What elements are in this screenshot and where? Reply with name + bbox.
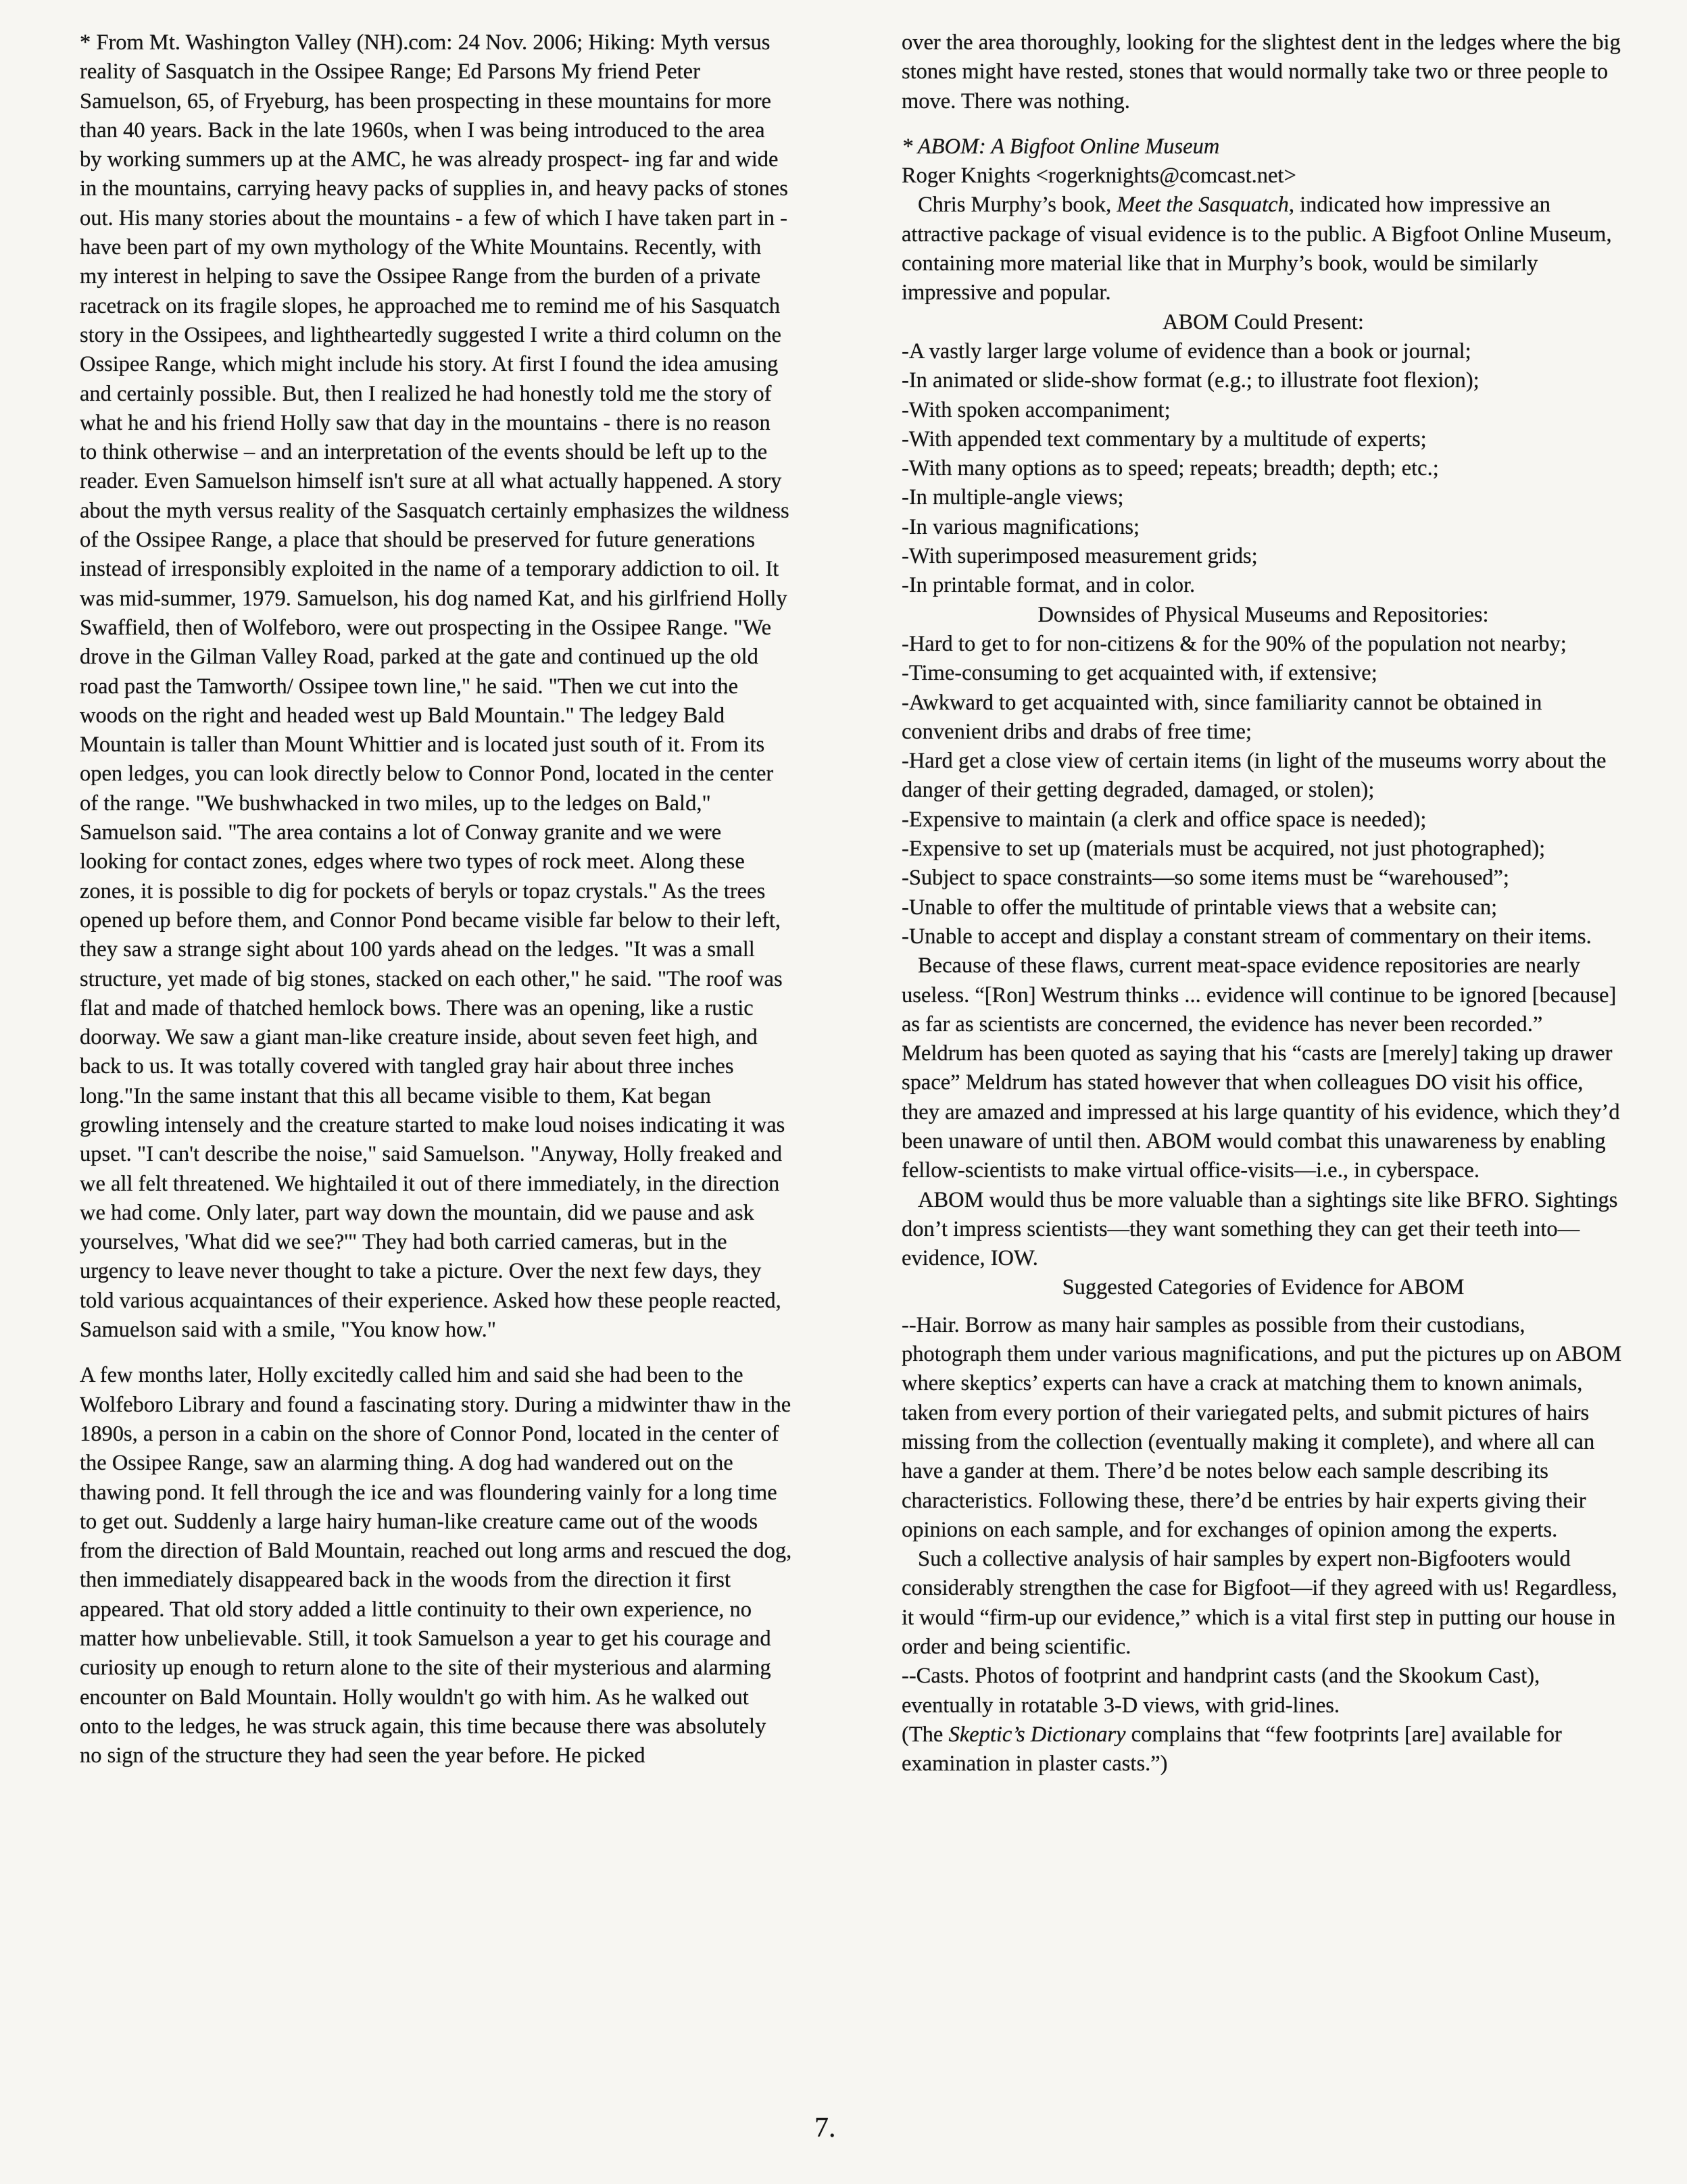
list-item: -In animated or slide-show format (e.g.; to illustrate foot flexion); xyxy=(902,368,1480,393)
parsons-article: * From Mt. Washington Valley (NH).com: 24 Nov. 2006; Hiking: Myth versus reality of Sasquatch in the Ossipee Range; Ed Parsons My friend Peter Samuelson, 65, of Fryeburg, has been prospecting in these mountains for more than 40 years. Back in the late 1960s, when I was being introduced to the area by working summers up at the AMC, he was already prospect- ing far and wide in the mountains, carrying heavy packs of supplies in, and heavy packs of stones out. His many stories about the mountains - a few of which I have taken part in -have been part of my own mythology of the White Mountains. Recently, with my interest in helping to save the Ossipee Range from the burden of a private racetrack on its fragile slopes, he approached me to remind me of his Sasquatch story in the Ossipees, and lightheartedly suggested I write a third column on the Ossipee Range, which might include his story. At first I found the idea amusing and certainly possible. But, then I realized he had honestly told me the story of what he and his friend Holly saw that day in the mountains - there is no reason to think otherwise – and an interpretation of the events should be left up to the reader. Even Samuelson himself isn't sure at all what actually happened. A story about the myth versus reality of the Sasquatch certainly emphasizes the wildness of the Ossipee Range, a place that should be preserved for future generations instead of irresponsibly exploited in the name of a temporary addiction to oil. It was mid-summer, 1979. Samuelson, his dog named Kat, and his girlfriend Holly Swaffield, then of Wolfeboro, were out prospecting in the Ossipee Range. "We drove in the Gilman Valley Road, parked at the gate and continued up the old road past the Tamworth/ Ossipee town line," he said. "Then we cut into the woods on the right and headed west up Bald Mountain." The ledgey Bald Mountain is taller than Mount Whittier and is located just south of it. From its open ledges, you can look directly below to Connor Pond, located in the center of the range. "We bushwhacked in two miles, up to the ledges on Bald," Samuelson said. "The area contains a lot of Conway granite and we were looking for contact zones, edges where two types of rock meet. Along these zones, it is possible to dig for pockets of beryls or topaz crystals." As the trees opened up before them, and Connor Pond became visible far below to their left, they saw a strange sight about 100 yards ahead on the ledges. "It was a small structure, yet made of big stones, stacked on each other," he said. "The roof was flat and made of thatched hemlock bows. There was an opening, like a rustic doorway. We saw a giant man-like creature inside, about seven feet high, and back to us. It was totally covered with tangled gray hair about three inches long."In the same instant that this all became visible to them, Kat began growling intensely and the creature started to make loud noises indicating it was upset. "I can't describe the noise," said Samuelson. "Anyway, Holly freaked and we all felt threatened. We hightailed it out of there immediately, in the direction we had come. Only later, part way down the mountain, did we pause and ask yourselves, 'What did we see?'" They had both carried cameras, but in the urgency to leave never thought to take a picture. Over the next few days, they told various acquaintances of their experience. Asked how these people reacted, Samuelson said with a smile, "You know how." xyxy=(80,30,789,1343)
casts-quote-before: (The xyxy=(902,1722,949,1747)
collective-paragraph: Such a collective analysis of hair samples by expert non-Bigfooters would considerably strengthen the case for Bigfoot—if they agreed with us! Regardless, it would “firm-up our evidence,” which is a vital first step in putting our house in order and being scientific. xyxy=(902,1547,1617,1660)
skeptics-dictionary-title: Skeptic’s Dictionary xyxy=(948,1722,1126,1747)
list-item: -In printable format, and in color. xyxy=(902,573,1196,598)
list-item: -With spoken accompaniment; xyxy=(902,397,1171,422)
list-item: -With appended text commentary by a multitude of experts; xyxy=(902,426,1427,451)
hair-paragraph: --Hair. Borrow as many hair samples as possible from their custodians, photograph them under various magnifications, and put the pictures up on ABOM where skeptics’ experts can have a crack at matching them to known animals, taken from every portion of their variegated pelts, and submit pictures of hairs missing from the collection (eventually making it complete), and where all can have a gander at them. There’d be notes below each sample describing its characteristics. Following these, there’d be entries by hair experts giving their opinions on each sample, and for exchanges of opinion among the experts. xyxy=(902,1312,1622,1542)
list-item: -Awkward to get acquainted with, since familiarity cannot be obtained in convenient dribs and drabs of free time; xyxy=(902,690,1542,744)
continuation-paragraph: over the area thoroughly, looking for the slightest dent in the ledges where the big stones might have rested, stones that would normally take two or three people to move. There was nothing. xyxy=(902,30,1621,114)
list-item: -Unable to accept and display a constant stream of commentary on their items. xyxy=(902,924,1592,949)
list-item: -In multiple-angle views; xyxy=(902,485,1124,510)
list-item: -Unable to offer the multitude of printable views that a website can; xyxy=(902,895,1498,920)
flaws-paragraph: Because of these flaws, current meat-space evidence repositories are nearly useless. “[Ron] Westrum thinks ... evidence will continue to be ignored [because] as far as scientists are concerned, the evidence has never been recorded.” Meldrum has been quoted as saying that his “casts are [merely] taking up drawer space” Meldrum has stated however that when colleagues DO visit his office, they are amazed and impressed at his large quantity of his evidence, which they’d been unaware of until then. ABOM would combat this unawareness by enabling fellow-scientists to make virtual office-visits—i.e., in cyberspace. xyxy=(902,953,1620,1183)
list-item: -A vastly larger large volume of evidence than a book or journal; xyxy=(902,339,1471,364)
list-item: -Time-consuming to get acquainted with, if extensive; xyxy=(902,661,1377,686)
list-item: -Expensive to maintain (a clerk and office space is needed); xyxy=(902,807,1427,832)
right-column xyxy=(902,28,1625,1779)
left-column xyxy=(80,28,792,1771)
list-item: -In various magnifications; xyxy=(902,514,1140,539)
casts-quote-after: complains that “few footprints [are] available for examination in plaster casts.”) xyxy=(902,1722,1562,1777)
list-item: -With superimposed measurement grids; xyxy=(902,544,1258,569)
author-line: Roger Knights <rogerknights@comcast.net> xyxy=(902,164,1296,189)
abom-title: * ABOM: A Bigfoot Online Museum xyxy=(902,134,1220,159)
intro-paragraph xyxy=(902,191,1625,307)
could-present-heading: ABOM Could Present: xyxy=(1163,309,1364,334)
downsides-list xyxy=(902,630,1625,951)
intro-before: Chris Murphy’s book, xyxy=(918,193,1117,218)
casts-paragraph: --Casts. Photos of footprint and handprint casts (and the Skookum Cast), eventually in rotatable 3-D views, with grid-lines. xyxy=(902,1664,1540,1718)
categories-heading: Suggested Categories of Evidence for ABOM xyxy=(1062,1275,1465,1300)
list-item: -Hard to get to for non-citizens & for the 90% of the population not nearby; xyxy=(902,631,1567,656)
list-item: -With many options as to speed; repeats; breadth; depth; etc.; xyxy=(902,456,1439,481)
downsides-heading: Downsides of Physical Museums and Repositories: xyxy=(1037,602,1489,627)
book-title: Meet the Sasquatch xyxy=(1117,193,1289,218)
intro-after: , indicated how impressive an attractive package of visual evidence is to the public. A Bigfoot Online Museum, containing more material like that in Murphy’s book, would be similarly impressive and popular. xyxy=(902,193,1612,305)
valuable-paragraph: ABOM would thus be more valuable than a sightings site like BFRO. Sightings don’t impress scientists—they want something they can get their teeth into—evidence, IOW. xyxy=(902,1187,1618,1271)
list-item: -Subject to space constraints—so some items must be “warehoused”; xyxy=(902,866,1509,891)
list-item: -Hard get a close view of certain items (in light of the museums worry about the danger of their getting degraded, damaged, or stolen); xyxy=(902,749,1607,803)
could-present-list xyxy=(902,337,1625,601)
page-number: 7. xyxy=(814,2112,836,2143)
casts-quote xyxy=(902,1720,1625,1779)
list-item: -Expensive to set up (materials must be acquired, not just photographed); xyxy=(902,837,1546,862)
holly-story: A few months later, Holly excitedly called him and said she had been to the Wolfeboro Library and found a fascinating story. During a midwinter thaw in the 1890s, a person in a cabin on the shore of Connor Pond, located in the center of the Ossipee Range, saw an alarming thing. A dog had wandered out on the thawing pond. It fell through the ice and was floundering vainly for a long time to get out. Suddenly a large hairy human-like creature came out of the woods from the direction of Bald Mountain, reached out long arms and rescued the dog, then immediately disappeared back in the woods from the direction it first appeared. That old story added a little continuity to their own experience, no matter how unbelievable. Still, it took Samuelson a year to get his courage and curiosity up enough to return alone to the site of their mysterious and alarming encounter on Bald Mountain. Holly wouldn't go with him. As he walked out onto to the ledges, he was struck again, this time because there was absolutely no sign of the structure they had seen the year before. He picked xyxy=(80,1363,792,1768)
